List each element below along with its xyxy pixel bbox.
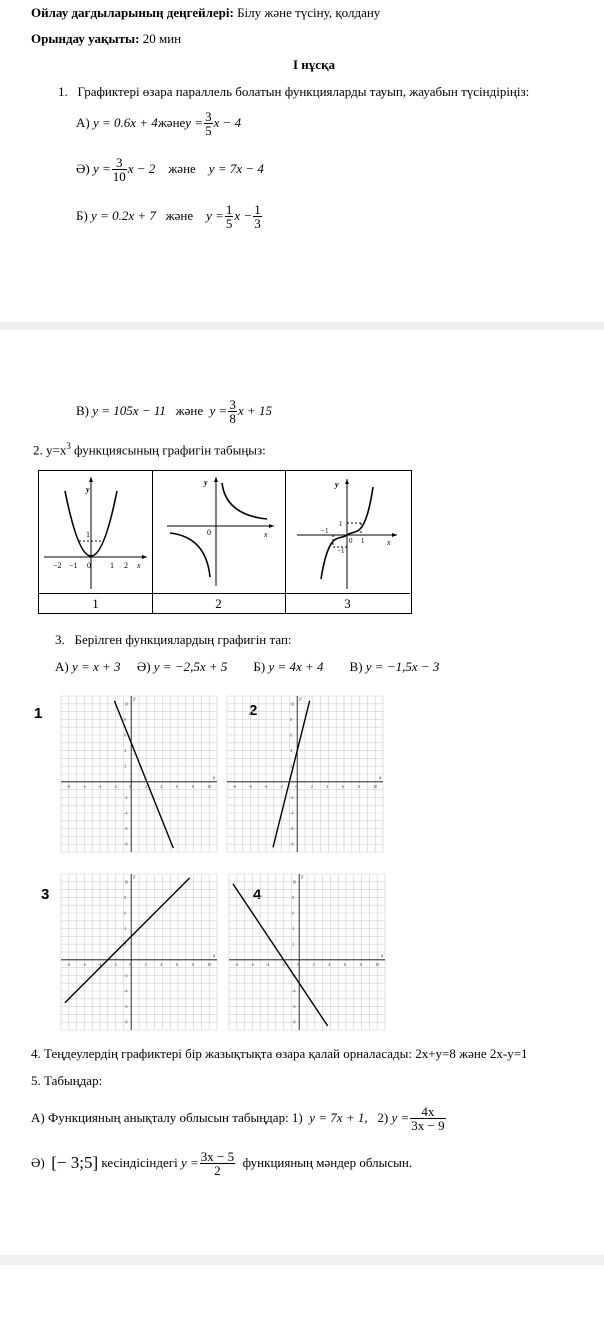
graph-option-3 bbox=[285, 471, 410, 593]
x-tick-label: 8 bbox=[191, 961, 194, 967]
graph-options-table bbox=[38, 470, 412, 614]
svg-text:x: x bbox=[264, 530, 268, 539]
skills-line: Ойлау дағдыларының деңгейлері: Білу және түсіну, қолдану bbox=[31, 5, 381, 20]
y-tick-label: -4 bbox=[292, 988, 296, 994]
graph-label-1: 1 bbox=[39, 593, 153, 614]
task5-title: 5. Табыңдар: bbox=[31, 1073, 103, 1088]
x-tick-label: -2 bbox=[113, 783, 117, 789]
x-tick-label: 0 bbox=[295, 783, 298, 789]
x-tick-label: 4 bbox=[328, 961, 331, 967]
svg-text:y: y bbox=[204, 478, 208, 487]
task5-part-a: А) Функцияның анықталу облысын табыңдар: 1) y = 7x + 1, 2) y = $\frac{4x}{3x - 9}$ bbox=[31, 1103, 445, 1133]
y-tick-label: 4 bbox=[292, 926, 295, 932]
graph-number-1: 1 bbox=[34, 705, 43, 722]
svg-text:x: x bbox=[387, 538, 391, 547]
task1-option-v: В) y = 105x − 11 және y = $\frac{3}{8}$ x + 15 bbox=[76, 396, 272, 426]
line-graph-1 bbox=[55, 690, 223, 862]
x-tick-label: 10 bbox=[207, 961, 212, 967]
y-tick-label: -4 bbox=[124, 810, 128, 816]
x-tick-label: 4 bbox=[160, 961, 163, 967]
x-tick-label: -8 bbox=[234, 961, 239, 967]
x-tick-label: 8 bbox=[357, 783, 360, 789]
y-tick-label: -4 bbox=[124, 988, 128, 994]
svg-text:2: 2 bbox=[124, 561, 128, 570]
graph-label-2: 2 bbox=[152, 593, 286, 614]
task1-option-ae: Ә) y = $\frac{3}{10}$ x − 2 және y = 7x − 4 bbox=[76, 154, 264, 184]
x-tick-label: 0 bbox=[129, 783, 132, 789]
fraction: $\frac{3}{10}$ bbox=[112, 154, 126, 184]
y-tick-label: 6 bbox=[290, 732, 293, 738]
x-tick-label: 8 bbox=[191, 783, 194, 789]
x-tick-label: -6 bbox=[82, 783, 86, 789]
svg-text:0: 0 bbox=[87, 561, 91, 570]
task1-question: 1. Графиктері өзара параллель болатын функцияларды тауып, жауабын түсіндіріңіз: bbox=[58, 84, 530, 99]
y-tick-label: -8 bbox=[290, 841, 294, 847]
svg-text:−1: −1 bbox=[69, 561, 78, 570]
y-axis-label: y bbox=[299, 697, 302, 702]
graph-label-3: 3 bbox=[285, 593, 410, 614]
x-tick-label: 6 bbox=[176, 783, 178, 789]
svg-text:y: y bbox=[335, 480, 339, 489]
x-axis-label: x bbox=[213, 775, 216, 781]
x-tick-label: 0 bbox=[129, 961, 132, 967]
fraction: $\frac{1}{3}$ bbox=[254, 201, 261, 231]
svg-text:−2: −2 bbox=[53, 561, 62, 570]
task1-option-b: Б) y = 0.2x + 7 және y = $\frac{1}{5}$ x − $\frac{1}{3}$ bbox=[76, 201, 261, 231]
svg-text:1: 1 bbox=[86, 530, 90, 539]
y-tick-label: 2 bbox=[292, 941, 295, 947]
x-tick-label: 2 bbox=[312, 961, 315, 967]
y-tick-label: 10 bbox=[292, 879, 297, 885]
y-tick-label: -6 bbox=[292, 1004, 296, 1010]
x-tick-label: 10 bbox=[375, 961, 380, 967]
y-tick-label: 4 bbox=[124, 926, 127, 932]
task3-options bbox=[55, 659, 439, 675]
x-tick-label: 6 bbox=[176, 961, 178, 967]
x-tick-label: 8 bbox=[359, 961, 362, 967]
y-tick-label: 10 bbox=[124, 879, 129, 885]
x-tick-label: 10 bbox=[373, 783, 378, 789]
task4-question: 4. Теңдеулердің графиктері бір жазықтықта өзара қалай орналасады: 2x+y=8 және 2x-y=1 bbox=[31, 1046, 528, 1061]
y-tick-label: -2 bbox=[124, 972, 128, 978]
x-tick-label: -4 bbox=[264, 783, 268, 789]
svg-text:y: y bbox=[86, 485, 90, 494]
x-tick-label: -4 bbox=[98, 783, 102, 789]
y-tick-label: 8 bbox=[290, 716, 293, 722]
fraction: $\frac{3}{8}$ bbox=[229, 396, 236, 426]
x-tick-label: 4 bbox=[160, 783, 163, 789]
y-axis-label: y bbox=[133, 697, 136, 702]
svg-text:1: 1 bbox=[339, 520, 343, 528]
x-tick-label: 2 bbox=[310, 783, 313, 789]
graph-number-4: 4 bbox=[253, 886, 262, 903]
fraction: $\frac{4x}{3x - 9}$ bbox=[411, 1103, 445, 1133]
svg-text:−1: −1 bbox=[337, 547, 345, 555]
variant-title: I нұсқа bbox=[293, 57, 336, 72]
line-graph-2 bbox=[221, 690, 389, 862]
page-separator bbox=[0, 1255, 604, 1265]
x-tick-label: -6 bbox=[248, 783, 252, 789]
task3-question: 3. Берілген функциялардың графигін тап: bbox=[55, 632, 292, 647]
y-tick-label: 6 bbox=[124, 910, 127, 916]
y-tick-label: -8 bbox=[124, 1019, 128, 1025]
fraction: $\frac{1}{5}$ bbox=[225, 201, 233, 231]
y-tick-label: -2 bbox=[124, 794, 128, 800]
graph-number-3: 3 bbox=[41, 886, 50, 903]
y-tick-label: 2 bbox=[124, 763, 127, 769]
svg-text:1: 1 bbox=[110, 561, 114, 570]
graph-option-2 bbox=[152, 471, 286, 593]
x-tick-label: -6 bbox=[250, 961, 254, 967]
x-axis-label: x bbox=[381, 953, 384, 959]
y-tick-label: 6 bbox=[292, 910, 295, 916]
task3-option-v: В) y = −1,5x − 3 bbox=[349, 659, 440, 674]
y-tick-label: 2 bbox=[124, 941, 127, 947]
line-graph-4 bbox=[223, 868, 391, 1040]
task5-part-ae: Ә) [− 3;5] кесіндісіндегі y = $\frac{3x - 5}{2}$ функцияның мәндер облысын. bbox=[31, 1148, 413, 1178]
task1-option-a: А) y = 0.6x + 4 және y = $\frac{3}{5}$ x − 4 bbox=[76, 108, 242, 138]
y-tick-label: 6 bbox=[124, 732, 127, 738]
svg-text:1: 1 bbox=[361, 537, 365, 545]
svg-text:x: x bbox=[137, 561, 141, 570]
page-separator bbox=[0, 322, 604, 330]
time-line: Орындау уақыты: 20 мин bbox=[31, 31, 182, 46]
y-tick-label: -6 bbox=[290, 826, 294, 832]
y-axis-label: y bbox=[133, 875, 136, 880]
svg-text:−1: −1 bbox=[321, 527, 329, 535]
x-tick-label: -8 bbox=[66, 783, 71, 789]
graph-option-1 bbox=[39, 471, 153, 593]
y-tick-label: 2 bbox=[290, 763, 293, 769]
x-tick-label: 4 bbox=[326, 783, 329, 789]
fraction: $\frac{3}{5}$ bbox=[205, 108, 212, 138]
x-axis-label: x bbox=[213, 953, 216, 959]
x-tick-label: -4 bbox=[98, 961, 102, 967]
x-tick-label: 2 bbox=[144, 961, 147, 967]
y-tick-label: 10 bbox=[290, 701, 295, 707]
x-tick-label: 2 bbox=[144, 783, 147, 789]
x-tick-label: -8 bbox=[232, 783, 237, 789]
task3-option-a: А) y = x + 3 bbox=[55, 659, 121, 674]
y-axis-label: y bbox=[301, 875, 304, 880]
task3-option-b: Б) y = 4x + 4 bbox=[253, 659, 324, 674]
y-tick-label: 10 bbox=[124, 701, 129, 707]
cubic-graph bbox=[285, 471, 410, 593]
fraction: $\frac{3x - 5}{2}$ bbox=[200, 1148, 235, 1178]
x-tick-label: -2 bbox=[281, 961, 285, 967]
x-tick-label: 0 bbox=[297, 961, 300, 967]
x-axis-label: x bbox=[379, 775, 382, 781]
x-tick-label: -8 bbox=[66, 961, 71, 967]
x-tick-label: 6 bbox=[342, 783, 344, 789]
y-tick-label: -6 bbox=[124, 826, 128, 832]
task3-option-ae: Ә) y = −2,5x + 5 bbox=[136, 659, 228, 674]
y-tick-label: -6 bbox=[124, 1004, 128, 1010]
hyperbola-graph bbox=[152, 471, 285, 593]
graph-number-2: 2 bbox=[249, 702, 258, 719]
function-line bbox=[65, 878, 190, 1003]
y-tick-label: 4 bbox=[124, 748, 127, 754]
x-tick-label: -2 bbox=[279, 783, 283, 789]
y-tick-label: 8 bbox=[124, 716, 127, 722]
x-tick-label: 10 bbox=[207, 783, 212, 789]
y-tick-label: -4 bbox=[290, 810, 294, 816]
svg-text:0: 0 bbox=[207, 528, 211, 537]
x-tick-label: -6 bbox=[82, 961, 86, 967]
y-tick-label: 8 bbox=[124, 894, 127, 900]
x-tick-label: 6 bbox=[344, 961, 346, 967]
task2-question: 2. $y=x^3$ функциясының графигін табыңыз: bbox=[33, 441, 266, 458]
x-tick-label: -2 bbox=[113, 961, 117, 967]
y-tick-label: 4 bbox=[290, 748, 293, 754]
parabola-graph bbox=[39, 471, 152, 593]
svg-text:0: 0 bbox=[349, 537, 353, 545]
line-graph-3 bbox=[55, 868, 223, 1040]
y-tick-label: -8 bbox=[124, 841, 128, 847]
y-tick-label: -8 bbox=[292, 1019, 296, 1025]
y-tick-label: -2 bbox=[290, 794, 294, 800]
y-tick-label: 8 bbox=[292, 894, 295, 900]
x-tick-label: -4 bbox=[266, 961, 270, 967]
